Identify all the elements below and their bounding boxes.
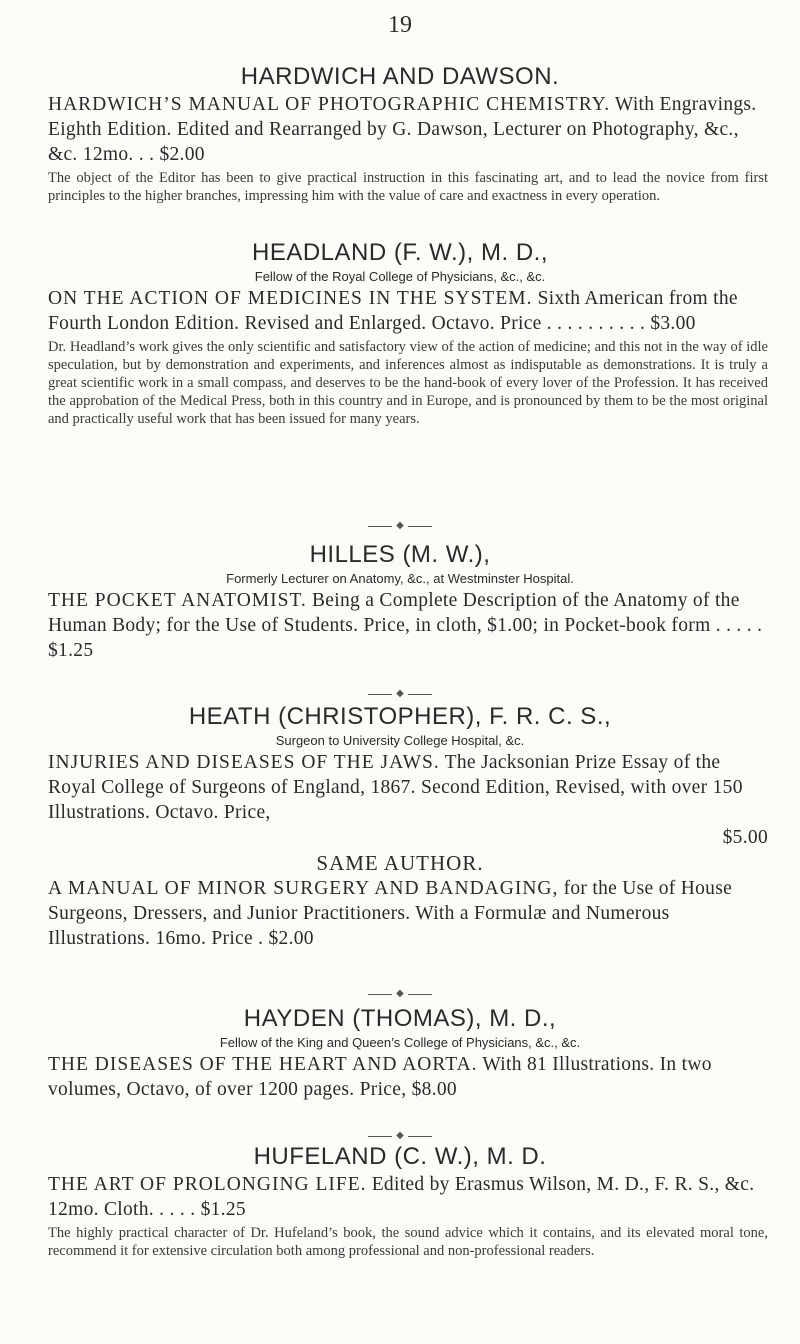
book-title: INJURIES AND DISEASES OF THE JAWS. <box>48 752 440 773</box>
section-divider: ◆ <box>368 690 432 698</box>
book-description <box>48 750 768 850</box>
author-credential: Fellow of the King and Queen’s College of Physicians, &c., &c. <box>219 1035 581 1050</box>
book-title: THE DISEASES OF THE HEART AND AORTA. <box>48 1054 478 1075</box>
book-price: $2.00 <box>268 928 314 949</box>
author-heading: HEADLAND (F. W.), M. D., <box>251 239 548 266</box>
book-description <box>48 1052 768 1102</box>
author-credential: Formerly Lecturer on Anatomy, &c., at Westminster Hospital. <box>226 571 574 586</box>
book-details: The Jacksonian Prize Essay of the Royal College of Surgeons of England, 1867. Second Edition, Revised, with over 150 Illustrations. Octavo. Price, <box>48 752 743 823</box>
book-price: $1.25 <box>48 640 94 661</box>
book-price: $5.00 <box>722 827 768 848</box>
author-heading: HARDWICH AND DAWSON. <box>240 63 560 90</box>
catalog-entry-hardwich <box>0 62 800 205</box>
section-divider: ◆ <box>368 522 432 530</box>
author-heading: HILLES (M. W.), <box>309 541 491 568</box>
book-description: THE POCKET ANATOMIST. Being a Complete Description of the Anatomy of the Human Body; for the Use of Students. Price, in cloth, $1.00; in Pocket-book form . . . . . $1.25 <box>48 590 763 661</box>
book-price: $8.00 <box>411 1079 457 1100</box>
book-title: A MANUAL OF MINOR SURGERY AND BANDAGING, <box>48 878 559 899</box>
catalog-entry-hilles <box>0 540 800 663</box>
book-details: for the Use of House Surgeons, Dressers, and Junior Practitioners. With a Formulæ and Numerous Illustrations. 16mo. Price <box>48 878 733 949</box>
catalog-entry-hayden <box>0 1004 800 1102</box>
author-credential: Fellow of the Royal College of Physicians, &c., &c. <box>254 269 546 284</box>
book-title: HARDWICH’S MANUAL OF PHOTOGRAPHIC CHEMISTRY. <box>48 94 611 115</box>
book-price: $2.00 <box>159 144 205 165</box>
author-credential: Surgeon to University College Hospital, &c. <box>275 733 525 748</box>
catalog-entry-heath <box>0 702 800 951</box>
book-note: The highly practical character of Dr. Hufeland’s book, the sound advice which it contains, and its elevated moral tone, recommend it for extensive circulation both among professional and non-professional readers. <box>48 1225 768 1259</box>
book-details: Edited by Erasmus Wilson, M. D., F. R. S., &c. 12mo. Cloth. <box>48 1174 755 1220</box>
section-divider: ◆ <box>368 1132 432 1140</box>
same-author-heading: SAME AUTHOR. <box>316 851 484 875</box>
book-description: A MANUAL OF MINOR SURGERY AND BANDAGING, for the Use of House Surgeons, Dressers, and Junior Practitioners. With a Formulæ and Numerous Illustrations. 16mo. Price . $2.00 <box>48 878 733 949</box>
book-note: The object of the Editor has been to give practical instruction in this fascinating art, and to lead the novice from first principles to the higher branches, impressing him with the value of care and exactness in every operation. <box>48 170 768 204</box>
book-details: Being a Complete Description of the Anatomy of the Human Body; for the Use of Students. Price, in cloth, $1.00; in Pocket-book form <box>48 590 740 636</box>
book-details: Sixth American from the Fourth London Edition. Revised and Enlarged. Octavo. Price <box>48 288 738 334</box>
book-title: ON THE ACTION OF MEDICINES IN THE SYSTEM. <box>48 288 533 309</box>
book-description: HARDWICH’S MANUAL OF PHOTOGRAPHIC CHEMISTRY. With Engravings. Eighth Edition. Edited and Rearranged by G. Dawson, Lecturer on Photography, &c., &c. 12mo. . . $2.00 <box>48 94 757 165</box>
section-divider: ◆ <box>368 990 432 998</box>
book-details: With Engravings. Eighth Edition. Edited and Rearranged by G. Dawson, Lecturer on Photography, &c., &c. 12mo. <box>48 94 757 165</box>
book-details: With 81 Illustrations. In two volumes, Octavo, of over 1200 pages. Price, <box>48 1054 712 1100</box>
book-title: THE POCKET ANATOMIST. <box>48 590 307 611</box>
book-price: $1.25 <box>200 1199 246 1220</box>
author-heading: HAYDEN (THOMAS), M. D., <box>243 1005 557 1032</box>
book-title: THE ART OF PROLONGING LIFE. <box>48 1174 367 1195</box>
catalog-entry-hufeland <box>0 1142 800 1260</box>
author-heading: HEATH (CHRISTOPHER), F. R. C. S., <box>188 703 612 730</box>
book-note: Dr. Headland’s work gives the only scientific and satisfactory view of the action of medicine; and this not in the way of idle speculation, but by demonstration and experiments, and inferences almost as indisputable as demonstrations. It is truly a great scientific work in a small compass, and deserves to be the hand-book of every lover of the Profession. It has received the approbation of the Medical Press, both in this country and in Europe, and is pronounced by them to be the most original and practically useful work that has been issued for many years. <box>48 339 768 427</box>
author-heading: HUFELAND (C. W.), M. D. <box>253 1143 547 1170</box>
page-number: 19 <box>388 12 412 38</box>
book-description: THE ART OF PROLONGING LIFE. Edited by Erasmus Wilson, M. D., F. R. S., &c. 12mo. Cloth. . . . . $1.25 <box>48 1174 755 1220</box>
book-description: ON THE ACTION OF MEDICINES IN THE SYSTEM. Sixth American from the Fourth London Edition. Revised and Enlarged. Octavo. Price . . . . . . . . . . $3.00 <box>48 288 738 334</box>
book-price: $3.00 <box>650 313 696 334</box>
catalog-entry-headland <box>0 238 800 428</box>
